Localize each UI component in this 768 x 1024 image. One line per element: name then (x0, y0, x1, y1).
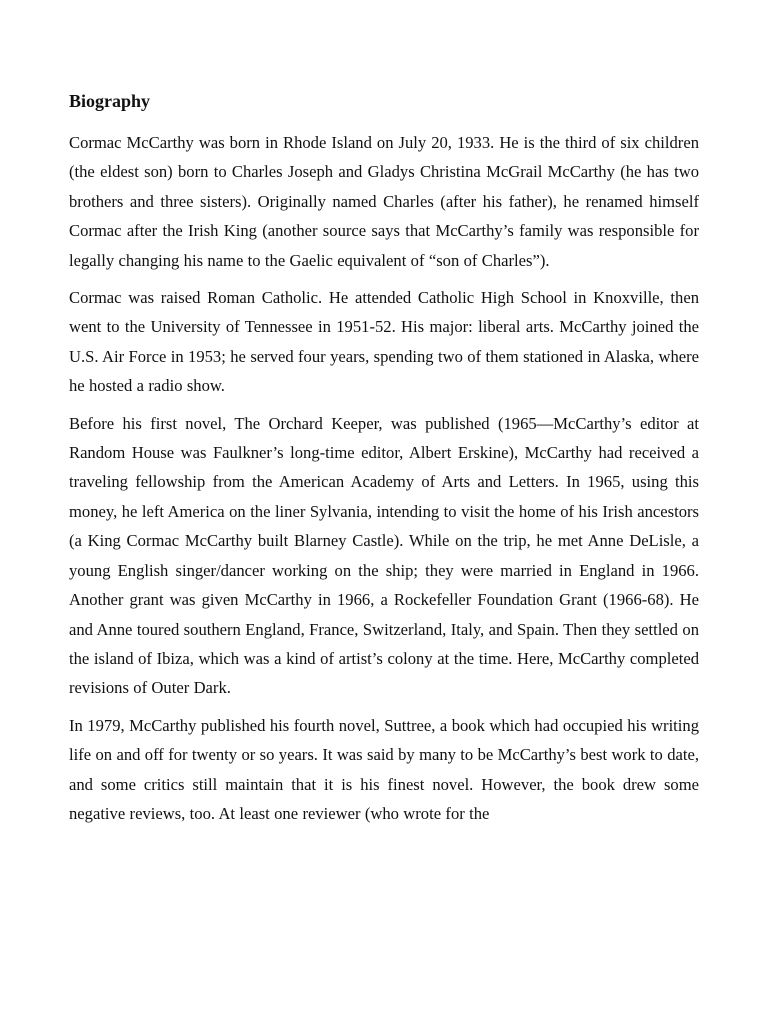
page-title: Biography (69, 91, 151, 111)
paragraph-birth: Cormac McCarthy was born in Rhode Island on July 20, 1933. He is the third of six children (the eldest son) born to Charles Joseph and Gladys Christina McGrail McCarthy (he has two brothers and three sisters). Originally named Charles (after his father), he renamed himself Cormac after the Irish King (another source says that McCarthy’s family was responsible for legally changing his name to the Gaelic equivalent of “son of Charles”). (69, 133, 699, 270)
paragraph-suttree: In 1979, McCarthy published his fourth novel, Suttree, a book which had occupied his writing life on and off for twenty or so years. It was said by many to be McCarthy’s best work to date, and some critics still maintain that it is his finest novel. However, the book drew some negative reviews, too. At least one reviewer (who wrote for the (69, 715, 699, 823)
paragraph-first-novel: Before his first novel, The Orchard Keeper, was published (1965—McCarthy’s editor at Random House was Faulkner’s long-time editor, Albert Erskine), McCarthy had received a traveling fellowship from the American Academy of Arts and Letters. In 1965, using this money, he left America on the liner Sylvania, intending to visit the home of his Irish ancestors (a King Cormac McCarthy built Blarney Castle). While on the trip, he met Anne DeLisle, a young English singer/dancer working on the ship; they were married in England in 1966. Another grant was given McCarthy in 1966, a Rockefeller Foundation Grant (1966-68). He and Anne toured southern England, France, Switzerland, Italy, and Spain. Then they settled on the island of Ibiza, which was a kind of artist’s colony at the time. Here, McCarthy completed revisions of Outer Dark. (69, 413, 699, 698)
paragraph-education: Cormac was raised Roman Catholic. He attended Catholic High School in Knoxville, then went to the University of Tennessee in 1951-52. His major: liberal arts. McCarthy joined the U.S. Air Force in 1953; he served four years, spending two of them stationed in Alaska, where he hosted a radio show. (69, 288, 699, 396)
document-body (69, 88, 699, 836)
